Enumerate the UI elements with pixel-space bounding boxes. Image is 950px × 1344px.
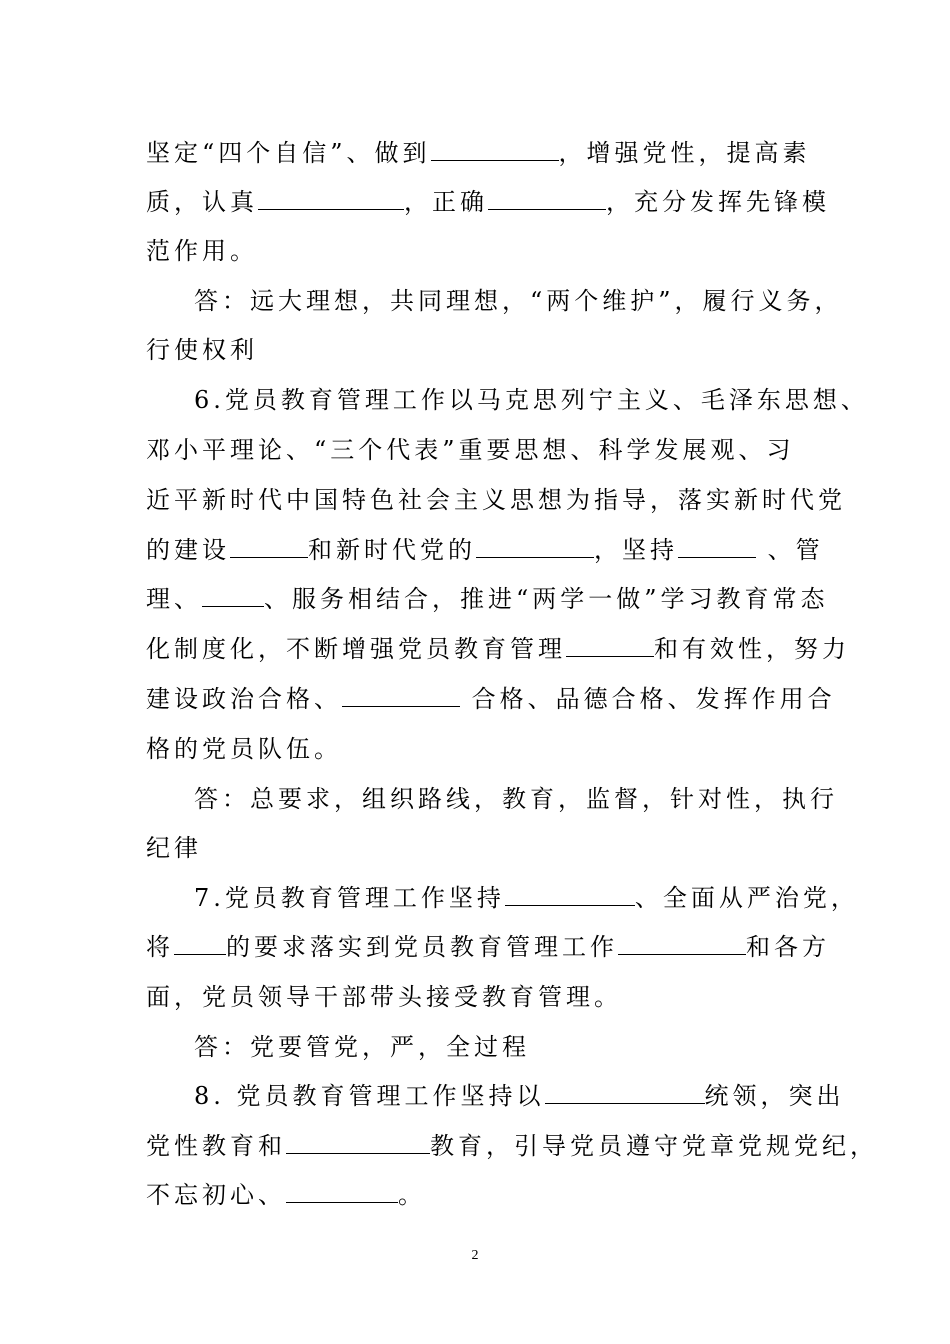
text-run: 。 — [398, 1181, 426, 1209]
text-run: 和新时代党的 — [308, 536, 476, 564]
fill-in-blank — [476, 537, 594, 558]
text-run: 的要求落实到党员教育管理工作 — [226, 933, 618, 961]
text-line — [146, 226, 826, 276]
text-run: 理、 — [146, 585, 202, 613]
text-line — [146, 724, 826, 774]
text-run: 将 — [146, 933, 174, 961]
text-run: 近平新时代中国特色社会主义思想为指导，落实新时代党 — [146, 486, 846, 514]
fill-in-blank — [566, 636, 654, 657]
fill-in-blank — [678, 537, 756, 558]
text-run: 和各方 — [746, 933, 830, 961]
text-line — [146, 525, 826, 575]
text-run: ，充分发挥先锋模 — [606, 188, 830, 216]
text-run: 统领，突出 — [704, 1082, 845, 1110]
text-line — [146, 823, 826, 873]
text-line — [194, 873, 874, 923]
text-line — [146, 475, 846, 525]
text-run: 答：党要管党，严，全过程 — [194, 1033, 530, 1061]
text-run: 6.党员教育管理工作以马克思列宁主义、毛泽东思想、 — [194, 386, 869, 414]
text-line — [194, 276, 874, 326]
text-run: 不忘初心、 — [146, 1181, 286, 1209]
text-run: 纪律 — [146, 834, 202, 862]
text-run: 化制度化，不断增强党员教育管理 — [146, 635, 566, 663]
text-run: 格的党员队伍。 — [146, 735, 342, 763]
text-run: 合格、品德合格、发挥作用合 — [460, 685, 836, 713]
fill-in-blank — [431, 140, 559, 161]
page-number: 2 — [471, 1248, 479, 1263]
fill-in-blank — [258, 189, 404, 210]
text-run: 7.党员教育管理工作坚持 — [194, 884, 505, 912]
text-run: 行使权利 — [146, 336, 258, 364]
text-line — [146, 177, 830, 227]
fill-in-blank — [505, 885, 635, 906]
text-run: 、全面从严治党， — [634, 884, 859, 912]
text-run: 的建设 — [146, 536, 230, 564]
fill-in-blank — [174, 934, 226, 955]
fill-in-blank — [545, 1083, 705, 1104]
text-line — [146, 1121, 878, 1171]
text-run: 、服务相结合，推进“两学一做”学习教育常态 — [264, 585, 829, 613]
fill-in-blank — [286, 1133, 430, 1154]
text-line — [146, 325, 826, 375]
text-line — [194, 774, 874, 824]
text-line — [194, 375, 874, 425]
text-line — [146, 674, 836, 724]
text-run: 面，党员领导干部带头接受教育管理。 — [146, 983, 622, 1011]
text-run: 范作用。 — [146, 237, 258, 265]
text-run: 党性教育和 — [146, 1132, 286, 1160]
text-line — [146, 972, 826, 1022]
text-line — [194, 1022, 874, 1072]
text-run: 建设政治合格、 — [146, 685, 342, 713]
fill-in-blank — [202, 586, 264, 607]
text-run: 质，认真 — [146, 188, 258, 216]
text-run: 答：总要求，组织路线，教育，监督，针对性，执行 — [194, 785, 838, 813]
fill-in-blank — [618, 934, 746, 955]
text-line — [146, 425, 826, 475]
text-run: ，正确 — [404, 188, 488, 216]
fill-in-blank — [230, 537, 308, 558]
text-line — [194, 1071, 874, 1121]
text-run: ，坚持 — [594, 536, 678, 564]
text-run: 答：远大理想，共同理想，“两个维护”，履行义务， — [194, 287, 843, 315]
fill-in-blank — [286, 1182, 398, 1203]
text-run: 8. 党员教育管理工作坚持以 — [194, 1082, 545, 1110]
text-line — [146, 574, 829, 624]
text-run: 邓小平理论、“三个代表”重要思想、科学发展观、习 — [146, 436, 795, 464]
text-run: 教育，引导党员遵守党章党规党纪， — [430, 1132, 878, 1160]
text-run: 坚定“四个自信”、做到 — [146, 139, 431, 167]
text-line — [146, 1170, 826, 1220]
text-line — [146, 624, 850, 674]
text-run: ，增强党性，提高素 — [558, 139, 811, 167]
fill-in-blank — [488, 189, 606, 210]
fill-in-blank — [342, 686, 460, 707]
text-run: 、管 — [756, 536, 824, 564]
text-run: 和有效性，努力 — [654, 635, 850, 663]
text-line — [146, 128, 826, 178]
text-line — [146, 922, 830, 972]
